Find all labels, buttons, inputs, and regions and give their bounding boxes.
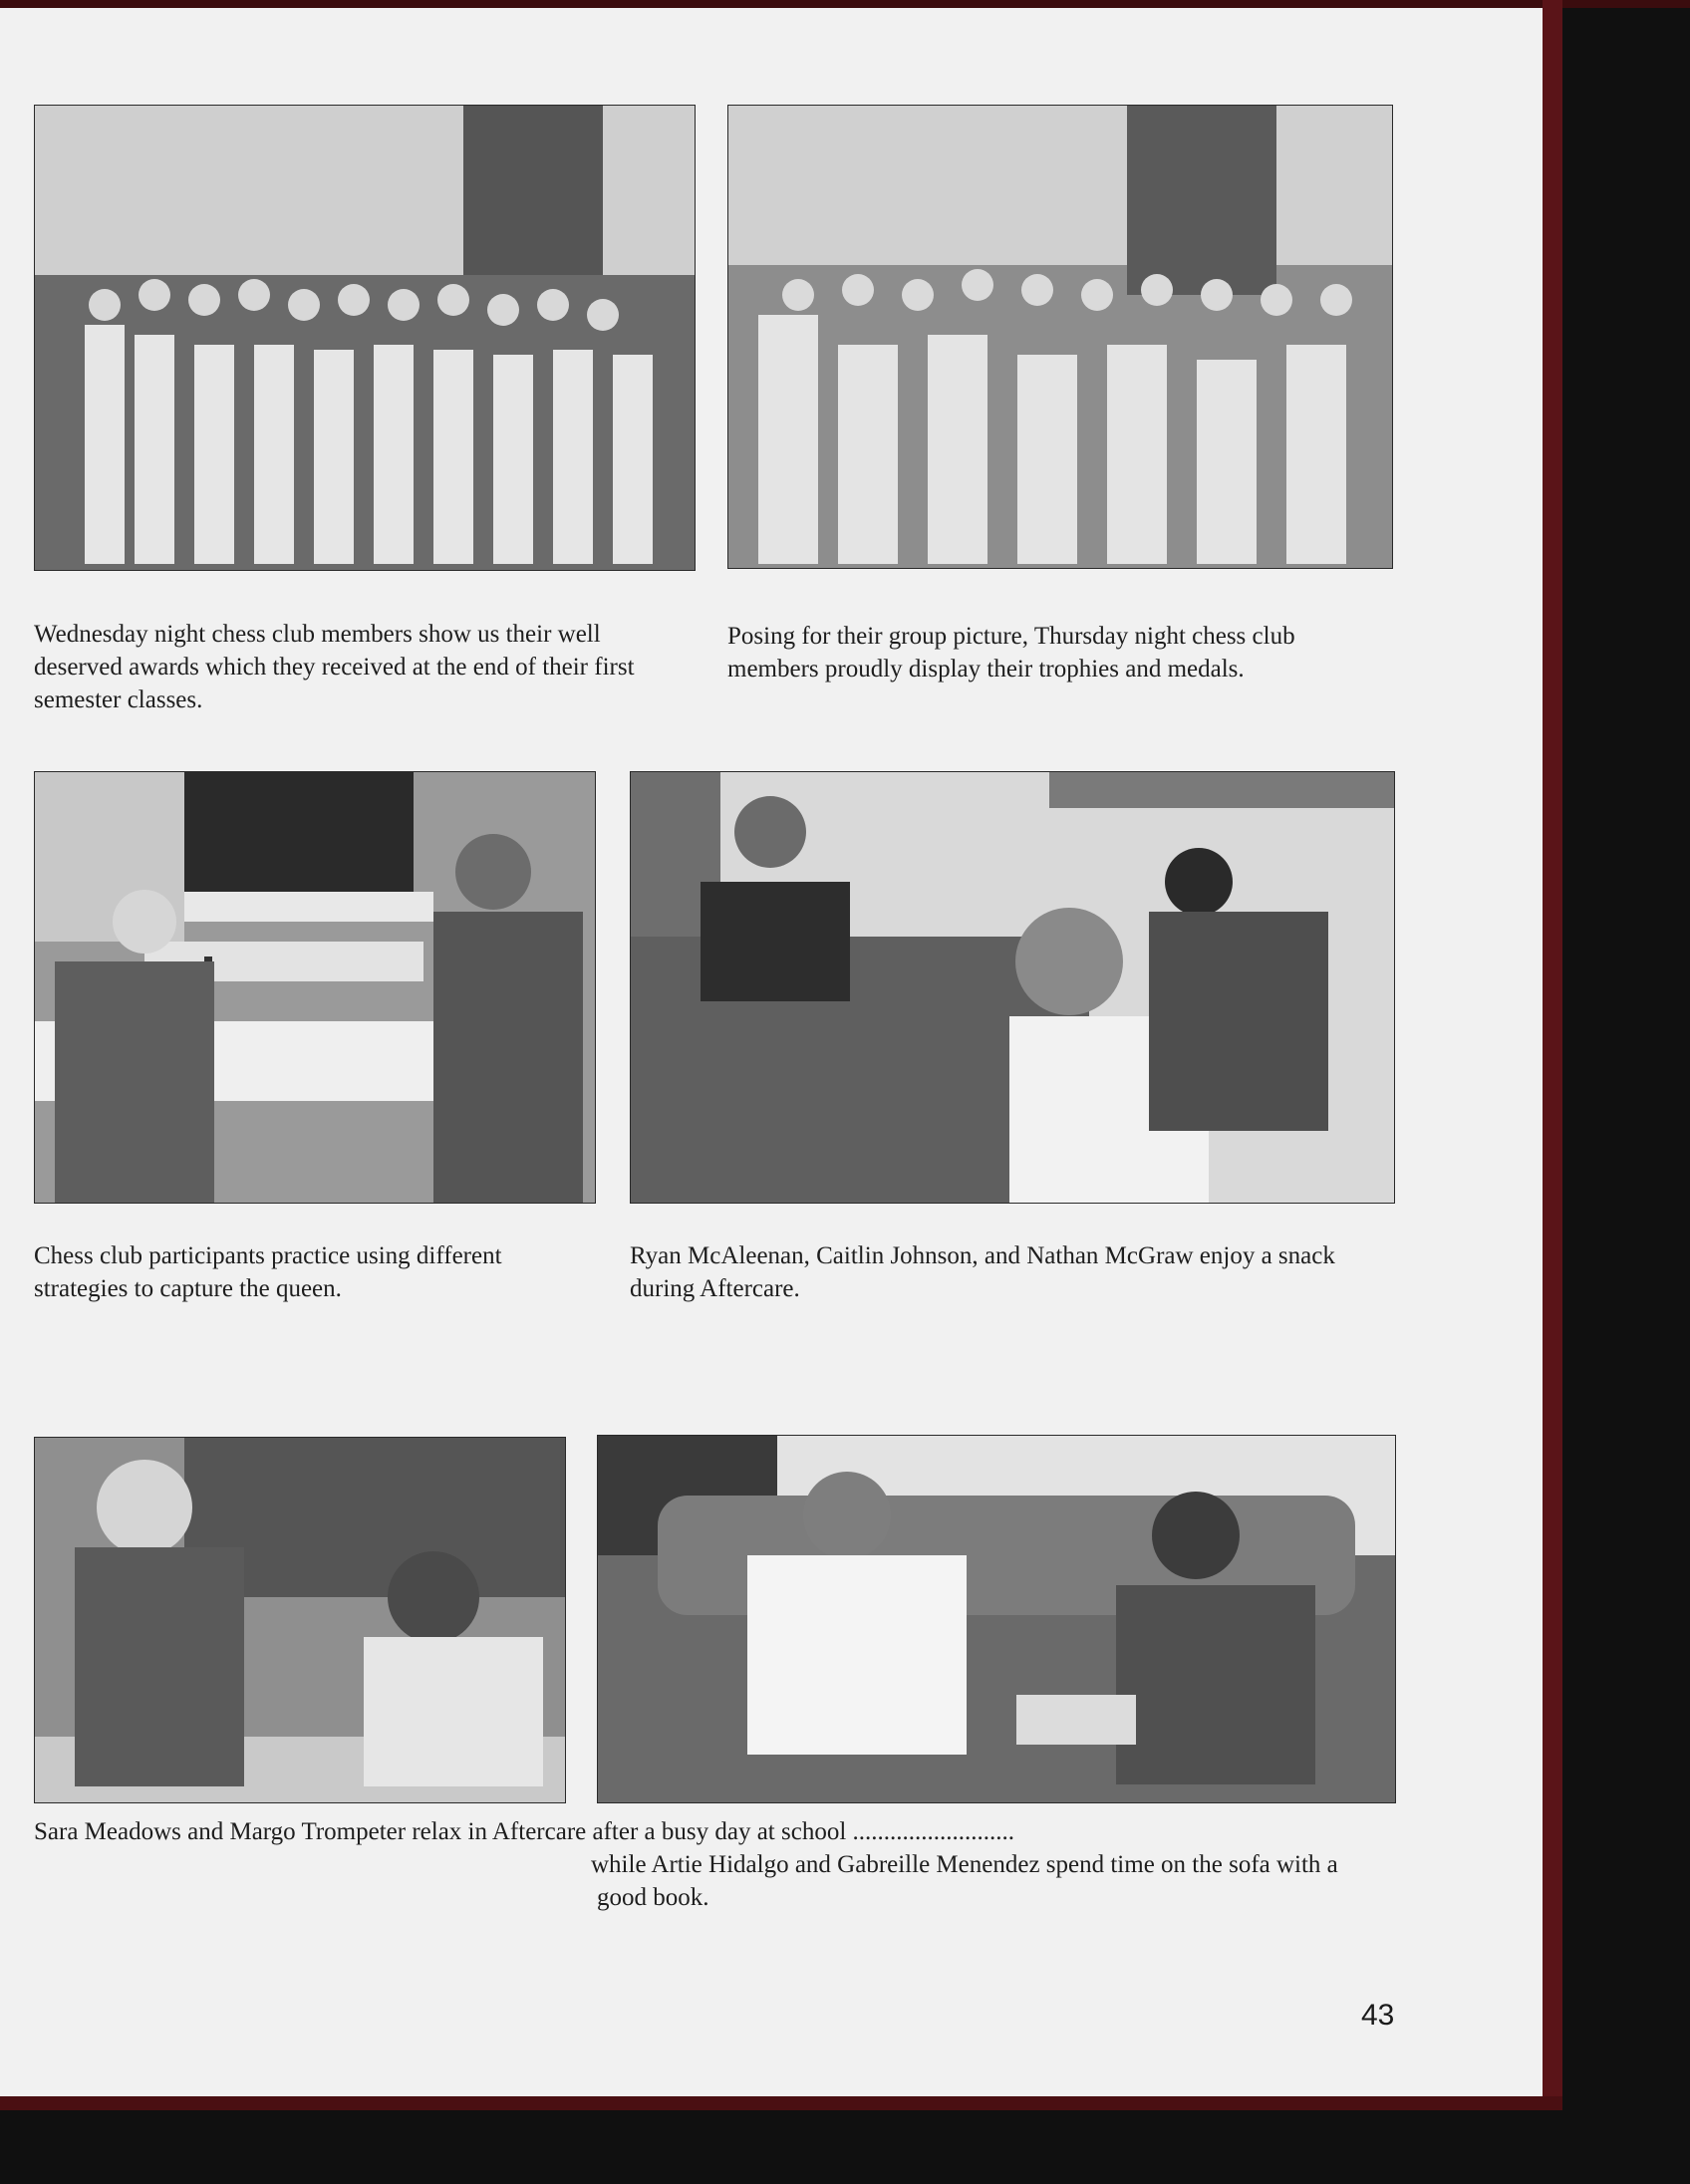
yearbook-page bbox=[0, 8, 1543, 2096]
book-binding-top bbox=[0, 0, 1690, 8]
caption-chess-practice: Chess club participants practice using different strategies to capture the queen. bbox=[34, 1242, 502, 1302]
photo-chess-practice bbox=[34, 771, 596, 1204]
photo-aftercare-snack bbox=[630, 771, 1395, 1204]
page-number: 43 bbox=[1361, 1999, 1395, 2032]
photo-wednesday-chess-club bbox=[34, 105, 696, 571]
caption-aftercare-snack: Ryan McAleenan, Caitlin Johnson, and Nathan McGraw enjoy a snack during Aftercare. bbox=[630, 1242, 1335, 1302]
caption-sofa-reading: while Artie Hidalgo and Gabreille Menendez spend time on the sofa with a good book. bbox=[591, 1851, 1338, 1911]
caption-aftercare-relax: Sara Meadows and Margo Trompeter relax in Aftercare after a busy day at school .......................... bbox=[34, 1818, 1015, 1845]
photo-thursday-chess-club bbox=[727, 105, 1393, 569]
book-binding-bottom bbox=[0, 2096, 1562, 2110]
book-binding-right bbox=[1543, 0, 1562, 2102]
caption-wednesday-chess-club: Wednesday night chess club members show us their well deserved awards which they received at the end of their first semester classes. bbox=[34, 621, 635, 713]
photo-sofa-reading bbox=[597, 1435, 1396, 1803]
photo-aftercare-relax bbox=[34, 1437, 566, 1803]
caption-thursday-chess-club: Posing for their group picture, Thursday night chess club members proudly display their trophies and medals. bbox=[727, 623, 1295, 682]
